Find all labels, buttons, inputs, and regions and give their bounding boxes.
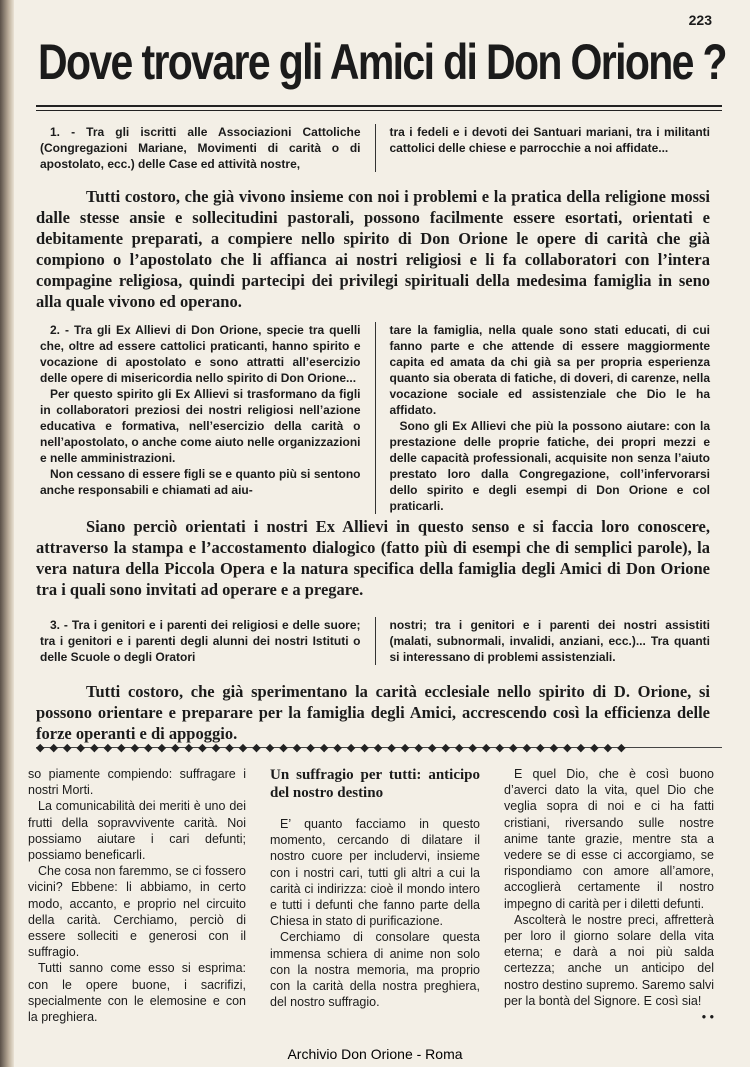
col2-p2: Cerchiamo di consolare questa immensa schiera di anime non solo con la nostra memoria, ma proprio con la carità della nostra preghiera, del nostro suffragio. (270, 930, 480, 1010)
section-3-left-text: 3. - Tra i genitori e i parenti dei religiosi e delle suore; tra i genitori e i parenti degli alunni dei nostri Istituti o delle Scuole o degli Oratori (40, 618, 361, 664)
paragraph-1: Tutti costoro, che già vivono insieme con noi i problemi e la pratica della religione mossi dalle stesse ansie e sollecitudini pastorali, possono facilmente essere esortati, orientati e debitamente preparati, a compiere nello spirito di Don Orione le opere di carità che già compiono o l’apostolato che li affianca ai nostri religiosi e li fa collaboratori con l’intera compagine religiosa, quindi partecipi dei privilegi spirituali della medesima famiglia in seno alla quale vivono ed operano. (36, 187, 710, 311)
section-2-left-p1: 2. - Tra gli Ex Allievi di Don Orione, specie tra quelli che, oltre ad essere cattolici praticanti, hanno spirito e vocazione di apostolato e sono attratti all’esercizio delle opere di misericordia nello spirito di Don Orione... (40, 323, 361, 385)
end-mark: • • (701, 1010, 714, 1025)
bottom-column-1 (28, 766, 258, 1025)
section-3-right (376, 617, 711, 665)
page-number: 223 (688, 12, 712, 28)
section-3-right-text: nostri; tra i genitori e i parenti dei nostri assistiti (malati, subnormali, invalidi, anziani, ecc.)... Tra quanti si interessano di problemi assistenziali. (389, 618, 710, 664)
section-2-left-p3: Non cessano di essere figli se e quanto più si sentono anche responsabili e chiamati ad aiu- (40, 467, 361, 497)
section-2-right-p1: tare la famiglia, nella quale sono stati educati, di cui fanno parte e che attende di essere maggiormente capita ed amata da chi già sa per propria esperienza quanto sia oberata di fatiche, di doveri, di carenze, nella vocazione sociale ed assistenziale che Dio le ha affidato. (389, 323, 710, 417)
bottom-column-2 (258, 766, 492, 1025)
section-1 (40, 124, 710, 172)
section-2-right-p2: Sono gli Ex Allievi che più la possono aiutare: con la prestazione delle proprie fatiche, dei propri mezzi e delle capacità professionali, acquisite non senza l’aiuto prestato loro dalla Congregazione, coll’infervorarsi dello spirito e degli esempi di Don Orione e col praticarli. (389, 419, 710, 513)
section-2-right (376, 322, 711, 514)
bottom-column-3 (492, 766, 714, 1025)
section-1-right (376, 124, 711, 172)
section-3 (40, 617, 710, 665)
col1-p2: La comunicabilità dei meriti è uno dei frutti della sopravvivente carità. Noi possiamo aiutare i cari defunti; possiamo beneficarli. (28, 799, 246, 863)
divider-diamonds: ◆ ◆ ◆ ◆ ◆ ◆ ◆ ◆ ◆ ◆ ◆ ◆ ◆ ◆ ◆ ◆ ◆ ◆ ◆ ◆ ◆ ◆ ◆ ◆ ◆ ◆ ◆ ◆ ◆ ◆ ◆ ◆ ◆ ◆ ◆ ◆ ◆ ◆ ◆ ◆ ◆ ◆ ◆ ◆ (36, 742, 627, 754)
section-3-left (40, 617, 376, 665)
section-2-left (40, 322, 376, 514)
binding-shadow (0, 0, 14, 1067)
col2-heading: Un suffragio per tutti: anticipo del nostro destino (270, 767, 480, 801)
section-1-right-text: tra i fedeli e i devoti dei Santuari mariani, tra i militanti cattolici delle chiese e parrocchie a noi affidate... (389, 125, 710, 155)
section-2 (40, 322, 710, 514)
col1-p4: Tutti sanno come esso si esprima: con le opere buone, i sacrifizi, specialmente con le elemosine e con la preghiera. (28, 961, 246, 1025)
bottom-columns (28, 766, 718, 1025)
archive-caption: Archivio Don Orione - Roma (287, 1046, 463, 1062)
section-1-left (40, 124, 376, 172)
title-rule (36, 105, 722, 111)
col1-p1: so piamente compiendo: suffragare i nostri Morti. (28, 767, 246, 798)
col2-p1: E’ quanto facciamo in questo momento, cercando di dilatare il nostro cuore per includervi, insieme con i nostri cari, tutti gli altri a cui la carità ci indirizza: cioè il mondo intero e tutti i defunti che fanno parte della Chiesa in stato di purificazione. (270, 817, 480, 929)
page-title: Dove trovare gli Amici di Don Orione ? (38, 34, 726, 90)
section-2-left-p2: Per questo spirito gli Ex Allievi si trasformano da figli in collaboratori preziosi dei nostri religiosi nell’azione educativa e formativa, nell’esercizio della carità o nell’apostolato, o anche come aiuto nelle organizzazioni e nelle amministrazioni. (40, 387, 361, 465)
col3-p2: Ascolterà le nostre preci, affretterà per loro il giorno solare della vita eterna; e darà a noi più salda certezza; anche un anticipo del nostro destino supremo. Saremo salvi per la bontà del Signore. E così sia! (504, 912, 714, 1008)
paragraph-2: Siano perciò orientati i nostri Ex Allievi in questo senso e si faccia loro conoscere, attraverso la stampa e l’accostamento dialogico (fatto più di esempi che di semplici parole), la vera natura della Piccola Opera e la natura specifica della famiglia degli Amici di Don Orione tra i quali sono invitati ad operare e a pregare. (36, 517, 710, 599)
col3-p1: E quel Dio, che è così buono d’averci dato la vita, quel Dio che veglia sopra di noi e ci ha fatti cristiani, riversando sulle nostre anime tante grazie, mentre sta a vedere se di esse ci accorgiamo, se rispondiamo con amore all’amore, accoglierà certamente il nostro impegno di carità per i diletti defunti. (504, 767, 714, 911)
col1-p3: Che cosa non faremmo, se ci fossero vicini? Ebbene: li abbiamo, in certo modo, accanto, e proprio nel circuito della carità. Cerchiamo, perciò di essere solleciti e generosi con il suffragio. (28, 864, 246, 960)
section-1-left-text: 1. - Tra gli iscritti alle Associazioni Cattoliche (Congregazioni Mariane, Movimenti di carità o di apostolato, ecc.) delle Case ed attività nostre, (40, 125, 361, 171)
ornamental-divider (36, 741, 722, 755)
paragraph-3: Tutti costoro, che già sperimentano la carità ecclesiale nello spirito di D. Orione, si possono orientare e preparare per la famiglia degli Amici, accrescendo così la efficienza delle forze operanti e di appoggio. (36, 682, 710, 743)
